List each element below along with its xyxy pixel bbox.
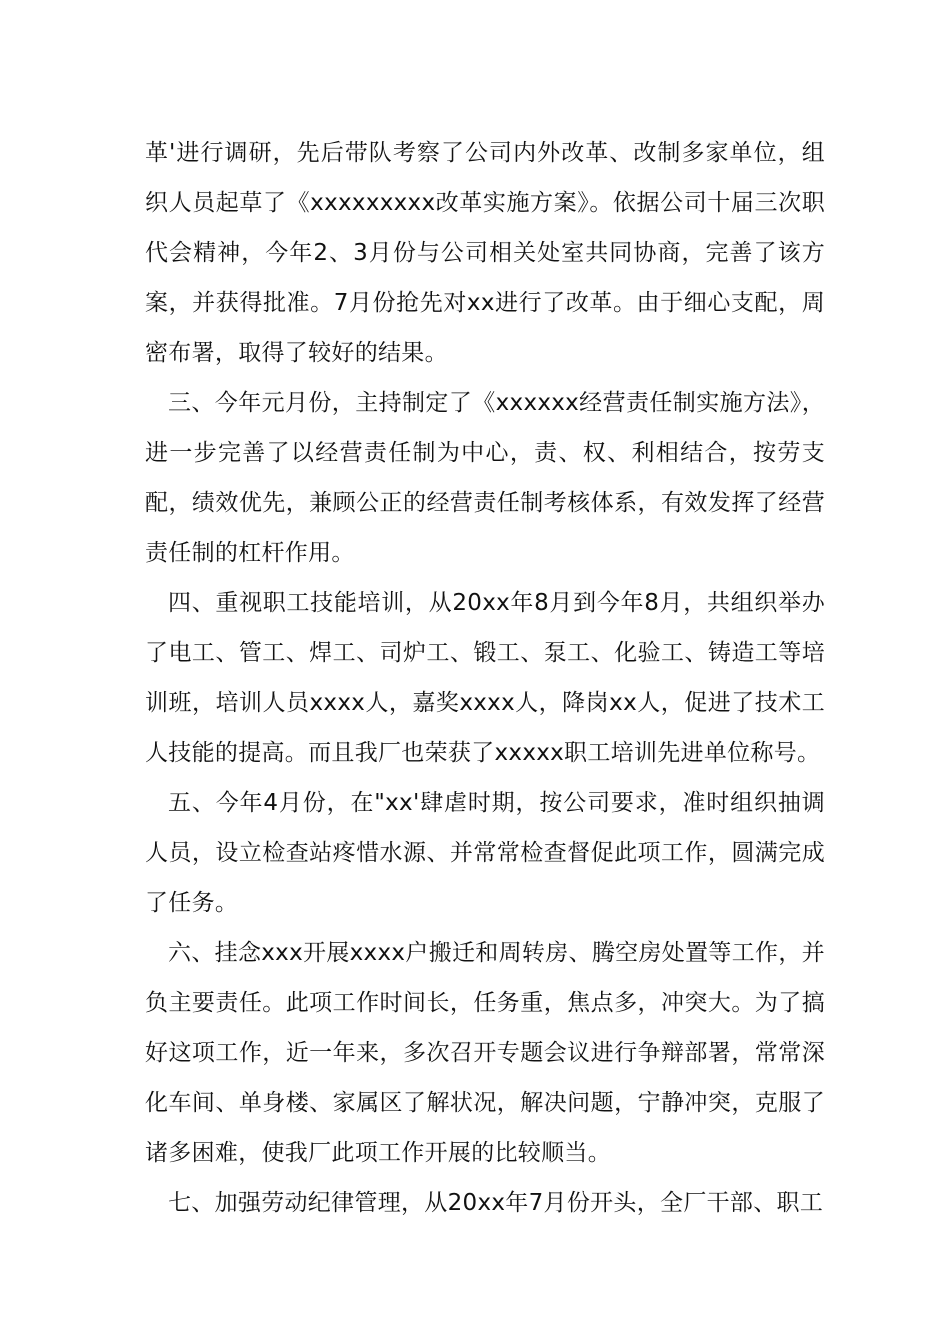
paragraph-item-3: 三、今年元月份，主持制定了《xxxxxx经营责任制实施方法》，进一步完善了以经营责任制为中心，责、权、利相结合，按劳支配，绩效优先，兼顾公正的经营责任制考核体系，有效发挥了经营责任制的杠杆作用。	[145, 390, 825, 566]
document-body	[145, 128, 825, 1228]
paragraph-continuation: 革'进行调研，先后带队考察了公司内外改革、改制多家单位，组织人员起草了《xxxxxxxxx改革实施方案》。依据公司十届三次职代会精神，今年2、3月份与公司相关处室共同协商，完善了该方案，并获得批准。7月份抢先对xx进行了改革。由于细心支配，周密布署，取得了较好的结果。	[145, 140, 825, 366]
paragraph-item-5: 五、今年4月份，在"xx'肆虐时期，按公司要求，准时组织抽调人员，设立检查站疼惜水源、并常常检查督促此项工作，圆满完成了任务。	[145, 790, 825, 916]
paragraph-item-4: 四、重视职工技能培训，从20xx年8月到今年8月，共组织举办了电工、管工、焊工、司炉工、锻工、泵工、化验工、铸造工等培训班，培训人员xxxx人，嘉奖xxxx人，降岗xx人，促进了技术工人技能的提高。而且我厂也荣获了xxxxx职工培训先进单位称号。	[145, 590, 825, 766]
paragraph-item-6: 六、挂念xxx开展xxxx户搬迁和周转房、腾空房处置等工作，并负主要责任。此项工作时间长，任务重，焦点多，冲突大。为了搞好这项工作，近一年来，多次召开专题会议进行争辩部署，常常深化车间、单身楼、家属区了解状况，解决问题，宁静冲突，克服了诸多困难，使我厂此项工作开展的比较顺当。	[145, 940, 825, 1166]
paragraph-item-7: 七、加强劳动纪律管理，从20xx年7月份开头，全厂干部、职工	[168, 1190, 824, 1216]
